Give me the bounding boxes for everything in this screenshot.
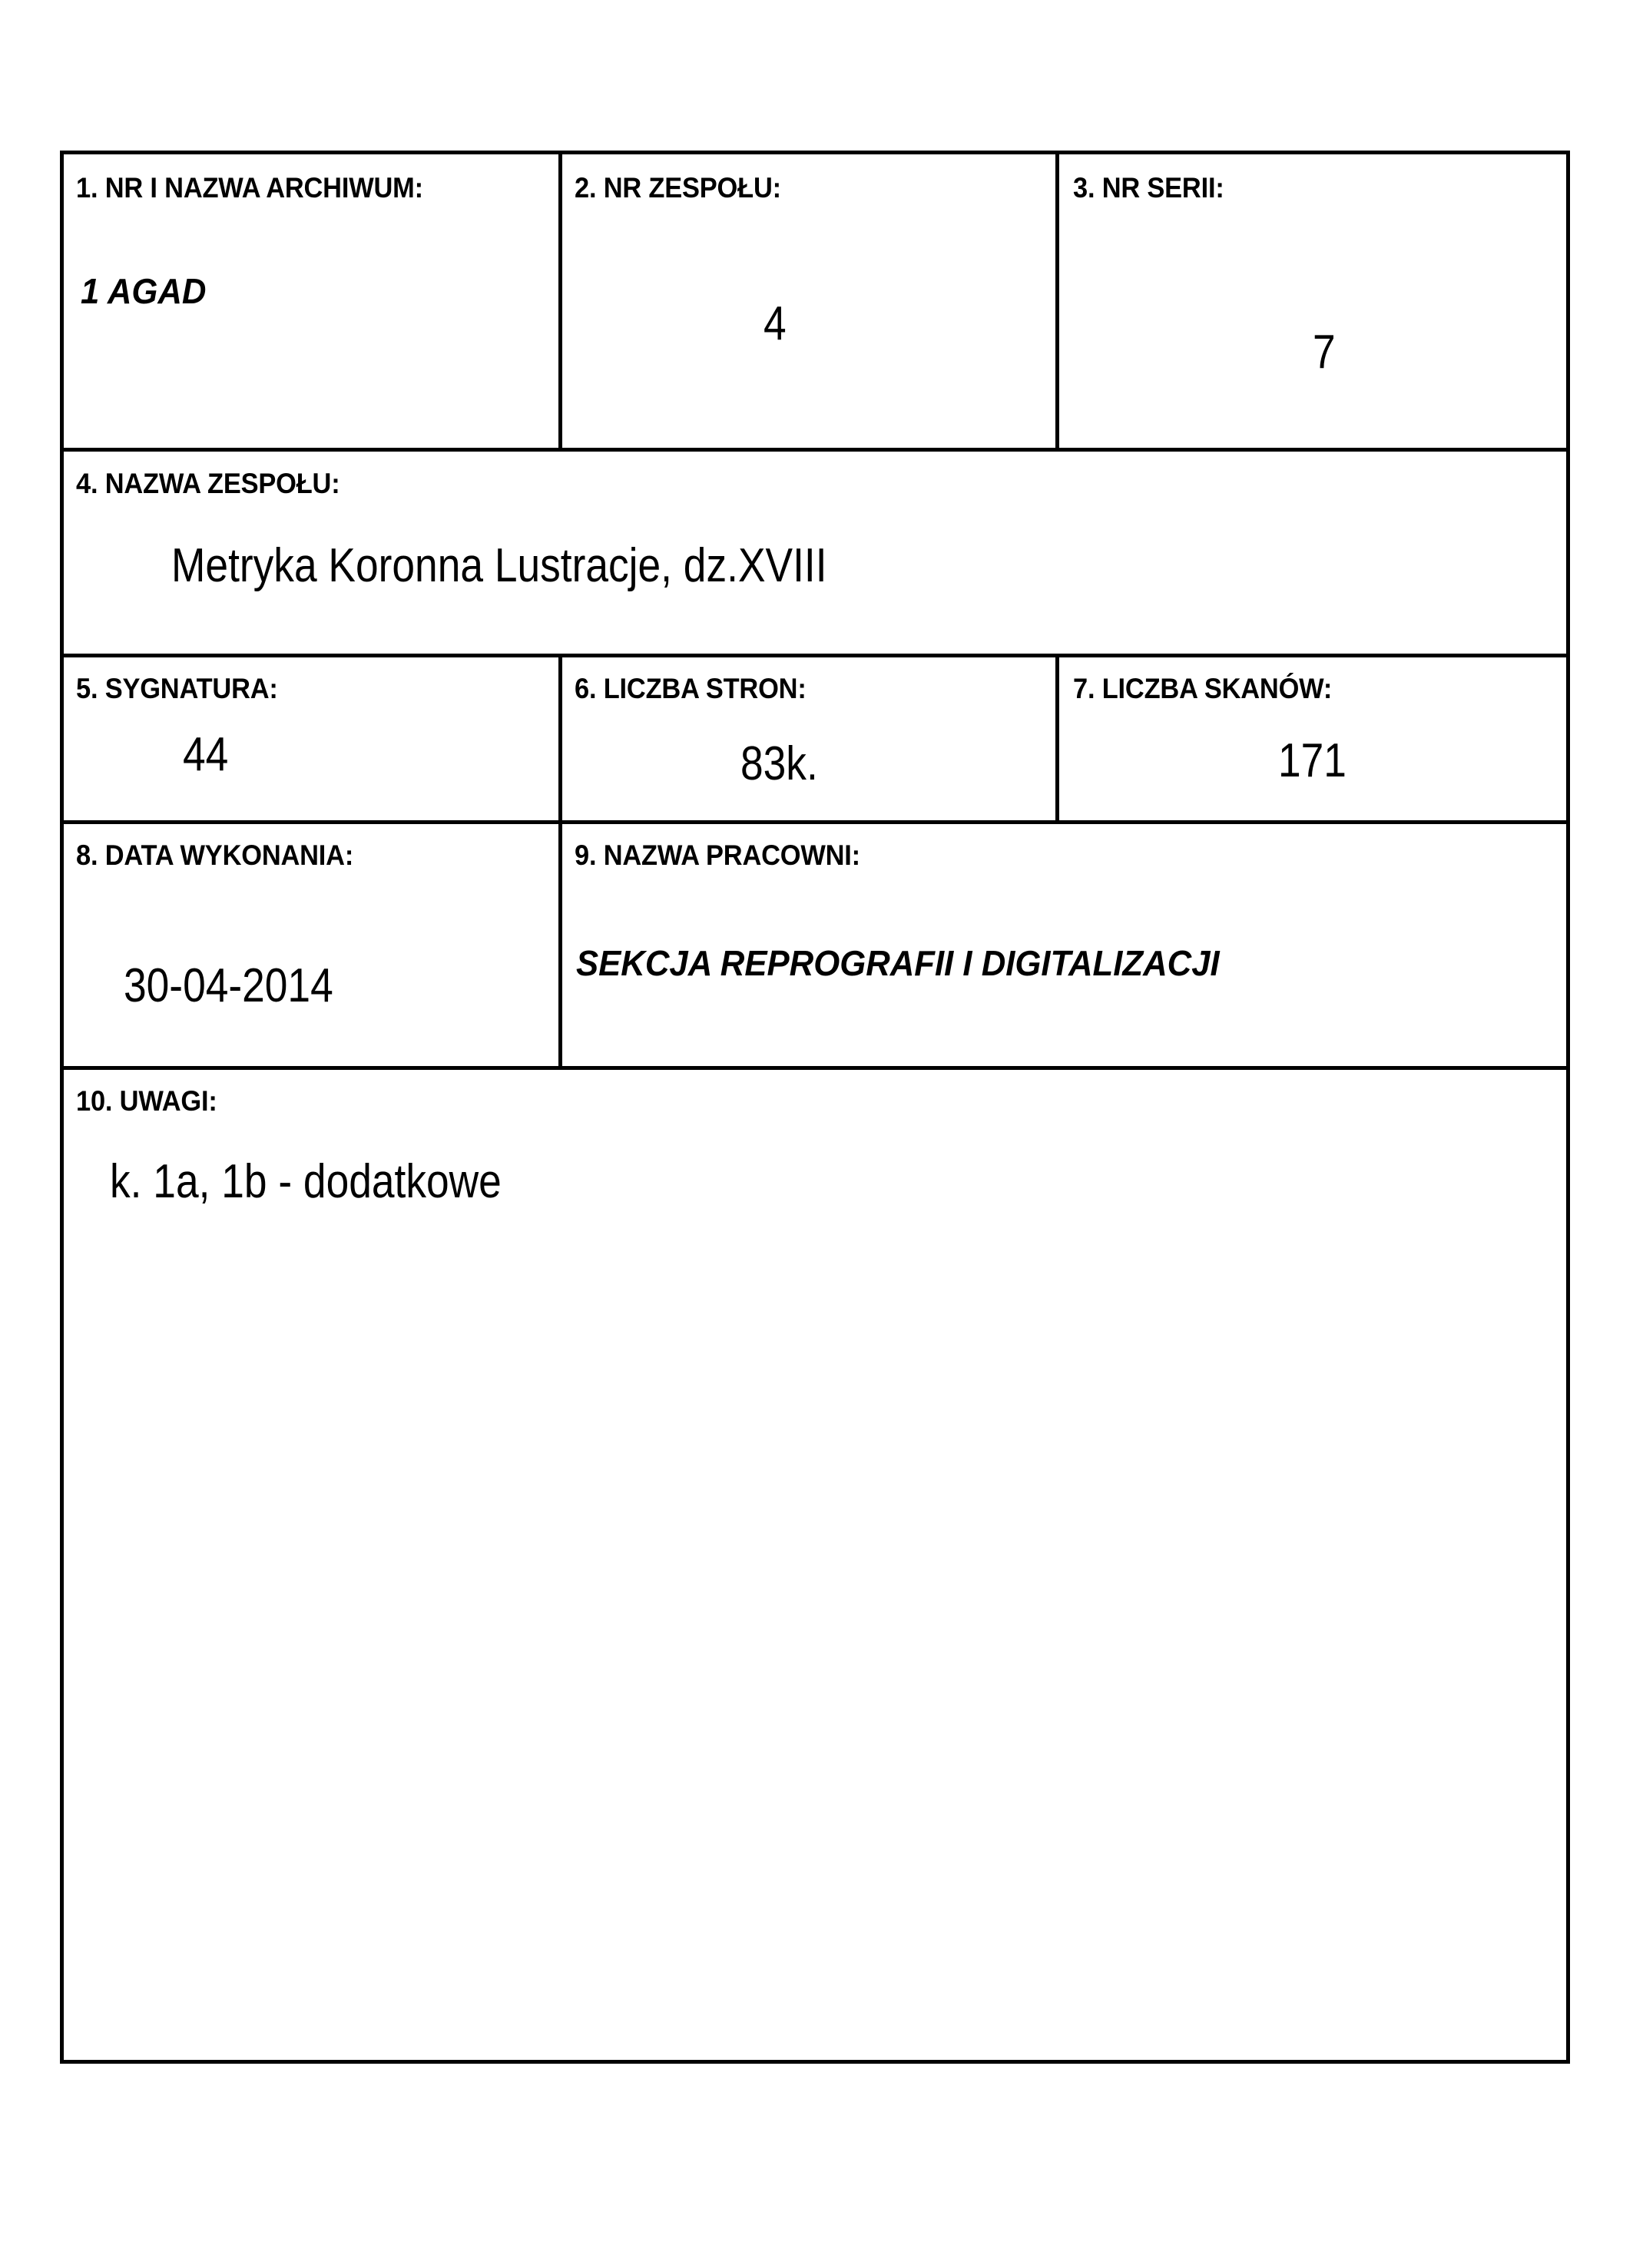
field-9-value: SEKCJA REPROGRAFII I DIGITALIZACJI bbox=[576, 943, 1220, 983]
field-6-label: 6. LICZBA STRON: bbox=[575, 673, 807, 704]
field-9-nazwa-pracowni bbox=[562, 824, 1566, 1066]
field-5-label: 5. SYGNATURA: bbox=[76, 673, 278, 704]
field-7-value: 171 bbox=[1278, 734, 1346, 787]
field-5-value: 44 bbox=[183, 728, 229, 781]
field-5-sygnatura bbox=[64, 657, 558, 820]
field-4-value: Metryka Koronna Lustracje, dz.XVIII bbox=[171, 539, 827, 592]
field-3-value: 7 bbox=[1313, 326, 1336, 379]
field-7-label: 7. LICZBA SKANÓW: bbox=[1073, 673, 1333, 704]
field-3-nr-serii bbox=[1059, 154, 1566, 448]
field-2-label: 2. NR ZESPOŁU: bbox=[575, 172, 781, 204]
field-6-value: 83k. bbox=[740, 737, 818, 790]
field-10-value: k. 1a, 1b - dodatkowe bbox=[110, 1155, 502, 1208]
field-9-label: 9. NAZWA PRACOWNI: bbox=[575, 839, 860, 871]
field-8-data-wykonania bbox=[64, 824, 558, 1066]
field-1-value: 1 AGAD bbox=[81, 271, 207, 311]
field-4-label: 4. NAZWA ZESPOŁU: bbox=[76, 468, 340, 499]
field-6-liczba-stron bbox=[562, 657, 1055, 820]
field-10-label: 10. UWAGI: bbox=[76, 1085, 217, 1117]
field-1-nr-i-nazwa-archiwum bbox=[64, 154, 558, 448]
field-10-uwagi bbox=[64, 1070, 1566, 2060]
field-2-nr-zespolu bbox=[562, 154, 1055, 448]
field-8-value: 30-04-2014 bbox=[124, 959, 333, 1012]
field-7-liczba-skanow bbox=[1059, 657, 1566, 820]
field-8-label: 8. DATA WYKONANIA: bbox=[76, 839, 354, 871]
field-3-label: 3. NR SERII: bbox=[1073, 172, 1224, 204]
field-1-label: 1. NR I NAZWA ARCHIWUM: bbox=[76, 172, 423, 204]
field-4-nazwa-zespolu bbox=[64, 452, 1566, 654]
field-2-value: 4 bbox=[764, 297, 787, 350]
metric-sheet-table bbox=[60, 151, 1570, 2064]
